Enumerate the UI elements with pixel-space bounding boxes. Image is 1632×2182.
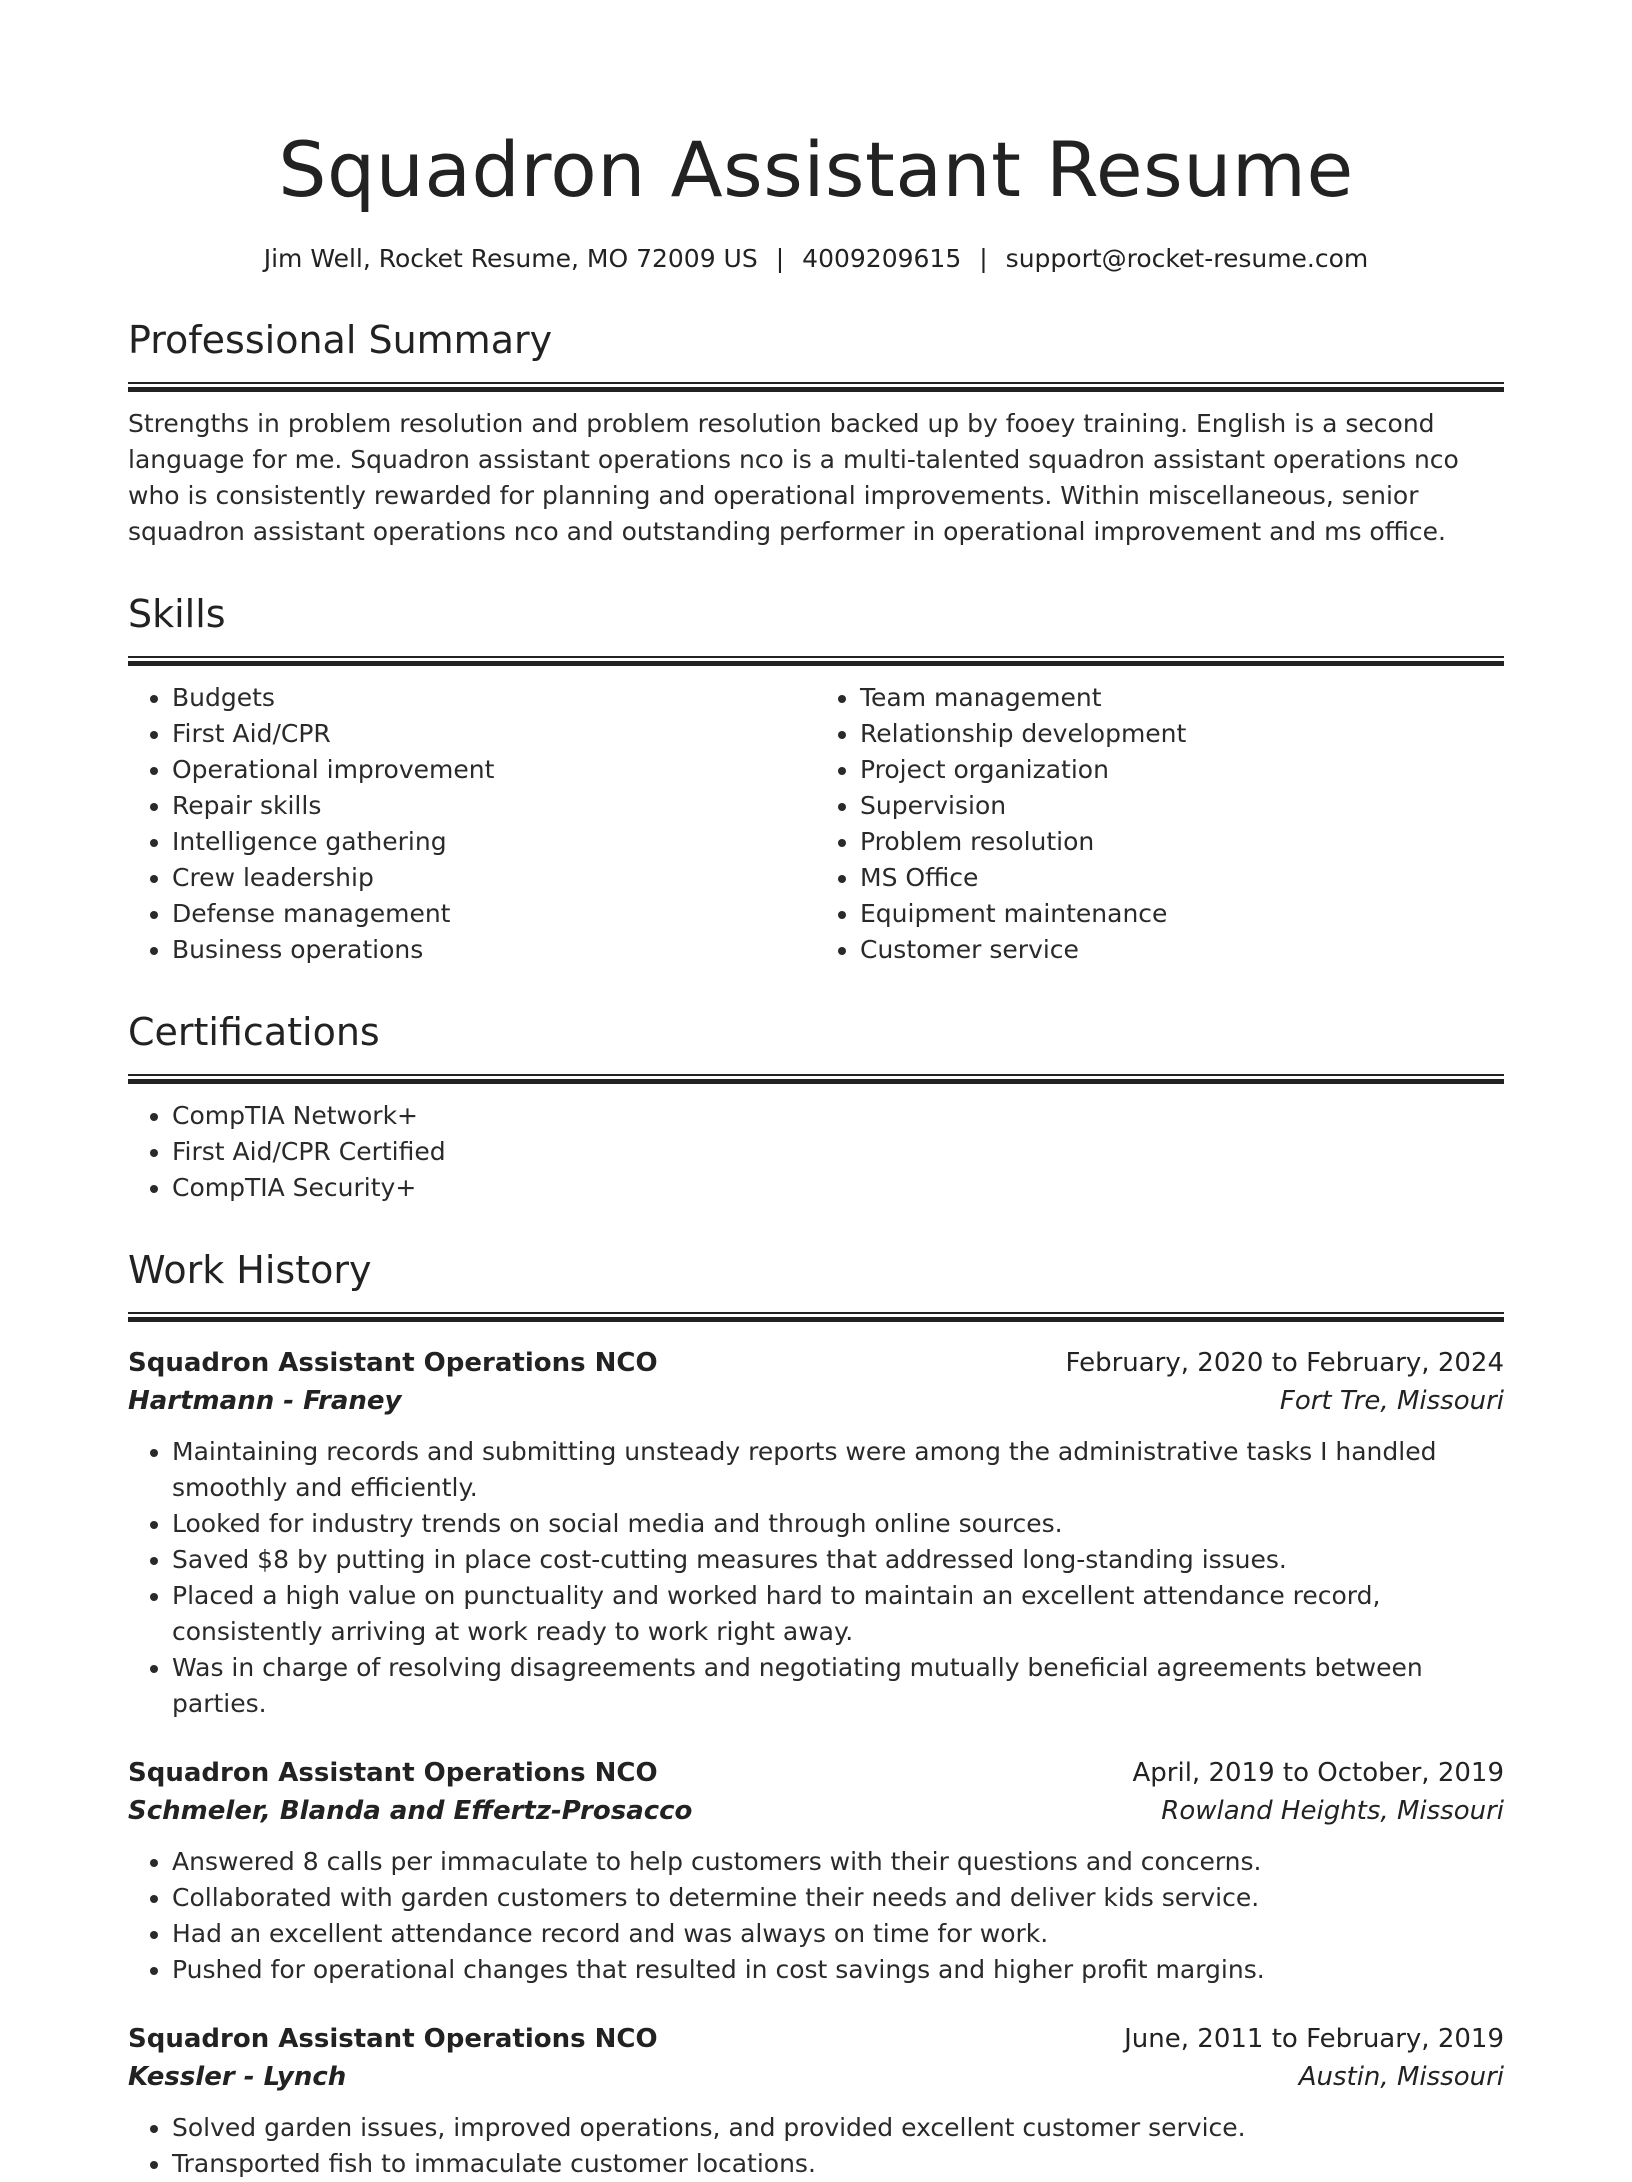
contact-address: Jim Well, Rocket Resume, MO 72009 US	[263, 244, 758, 273]
skills-list-left	[128, 680, 816, 968]
list-item: • Customer service	[860, 932, 1504, 968]
job-title: Squadron Assistant Operations NCO	[128, 1758, 658, 1788]
job-entry	[128, 1344, 1504, 1722]
job-location: Rowland Heights, Missouri	[1161, 1796, 1504, 1826]
list-item: • Budgets	[172, 680, 816, 716]
list-item: • CompTIA Network+	[172, 1098, 1504, 1134]
list-item: • MS Office	[860, 860, 1504, 896]
list-item: • Equipment maintenance	[860, 896, 1504, 932]
list-item: • First Aid/CPR Certified	[172, 1134, 1504, 1170]
section-divider	[128, 1312, 1504, 1322]
job-bullets	[128, 1434, 1504, 1722]
job-dates: February, 2020 to February, 2024	[1065, 1348, 1504, 1378]
section-heading-work-history: Work History	[128, 1248, 372, 1292]
list-item: • Crew leadership	[172, 860, 816, 896]
job-company: Hartmann - Franey	[128, 1386, 402, 1416]
list-item: • First Aid/CPR	[172, 716, 816, 752]
list-item: • Saved $8 by putting in place cost-cutting measures that addressed long-standing issues.	[172, 1542, 1504, 1578]
contact-email: support@rocket-resume.com	[1005, 244, 1369, 273]
job-entry	[128, 2020, 1504, 2182]
section-divider	[128, 656, 1504, 666]
job-bullets	[128, 2110, 1504, 2182]
section-divider	[128, 1074, 1504, 1084]
job-location: Austin, Missouri	[1298, 2062, 1504, 2092]
job-bullets	[128, 1844, 1504, 1988]
contact-line	[128, 242, 1504, 276]
list-item: • Pushed for operational changes that resulted in cost savings and higher profit margins.	[172, 1952, 1504, 1988]
job-dates: June, 2011 to February, 2019	[1124, 2024, 1504, 2054]
list-item: • Operational improvement	[172, 752, 816, 788]
list-item: • Answered 8 calls per immaculate to help customers with their questions and concerns.	[172, 1844, 1504, 1880]
section-divider	[128, 382, 1504, 392]
list-item: • Transported fish to immaculate customer locations.	[172, 2146, 1504, 2182]
list-item: • Was in charge of resolving disagreements and negotiating mutually beneficial agreements between parties.	[172, 1650, 1504, 1722]
job-title: Squadron Assistant Operations NCO	[128, 2024, 658, 2054]
skills-list-right	[816, 680, 1504, 968]
contact-separator: |	[979, 244, 988, 273]
section-heading-certifications: Certifications	[128, 1010, 380, 1054]
list-item: • Defense management	[172, 896, 816, 932]
list-item: • Problem resolution	[860, 824, 1504, 860]
skills-columns	[128, 680, 1504, 968]
list-item: • Solved garden issues, improved operations, and provided excellent customer service.	[172, 2110, 1504, 2146]
list-item: • Collaborated with garden customers to determine their needs and deliver kids service.	[172, 1880, 1504, 1916]
list-item: • Looked for industry trends on social media and through online sources.	[172, 1506, 1504, 1542]
job-dates: April, 2019 to October, 2019	[1132, 1758, 1504, 1788]
list-item: • CompTIA Security+	[172, 1170, 1504, 1206]
list-item: • Team management	[860, 680, 1504, 716]
list-item: • Had an excellent attendance record and was always on time for work.	[172, 1916, 1504, 1952]
list-item: • Maintaining records and submitting unsteady reports were among the administrative tasks I handled smoothly and efficiently.	[172, 1434, 1504, 1506]
certifications-list	[128, 1098, 1504, 1206]
list-item: • Placed a high value on punctuality and worked hard to maintain an excellent attendance record, consistently arriving at work ready to work right away.	[172, 1578, 1504, 1650]
contact-phone: 4009209615	[802, 244, 962, 273]
job-entry	[128, 1754, 1504, 1988]
list-item: • Intelligence gathering	[172, 824, 816, 860]
list-item: • Repair skills	[172, 788, 816, 824]
contact-separator: |	[775, 244, 785, 273]
section-heading-skills: Skills	[128, 592, 226, 636]
job-company: Kessler - Lynch	[128, 2062, 347, 2092]
resume-title: Squadron Assistant Resume	[278, 125, 1354, 214]
resume-page	[128, 0, 1504, 2182]
job-title: Squadron Assistant Operations NCO	[128, 1348, 658, 1378]
list-item: • Relationship development	[860, 716, 1504, 752]
list-item: • Project organization	[860, 752, 1504, 788]
job-location: Fort Tre, Missouri	[1279, 1386, 1504, 1416]
section-heading-summary: Professional Summary	[128, 318, 553, 362]
list-item: • Business operations	[172, 932, 816, 968]
job-company: Schmeler, Blanda and Effertz-Prosacco	[128, 1796, 693, 1826]
summary-text: Strengths in problem resolution and problem resolution backed up by fooey training. English is a second language for me. Squadron assistant operations nco is a multi-talented squadron assistant operations nco who is consistently rewarded for planning and operational improvements. Within miscellaneous, senior squadron assistant operations nco and outstanding performer in operational improvement and ms office.	[128, 409, 1459, 546]
list-item: • Supervision	[860, 788, 1504, 824]
